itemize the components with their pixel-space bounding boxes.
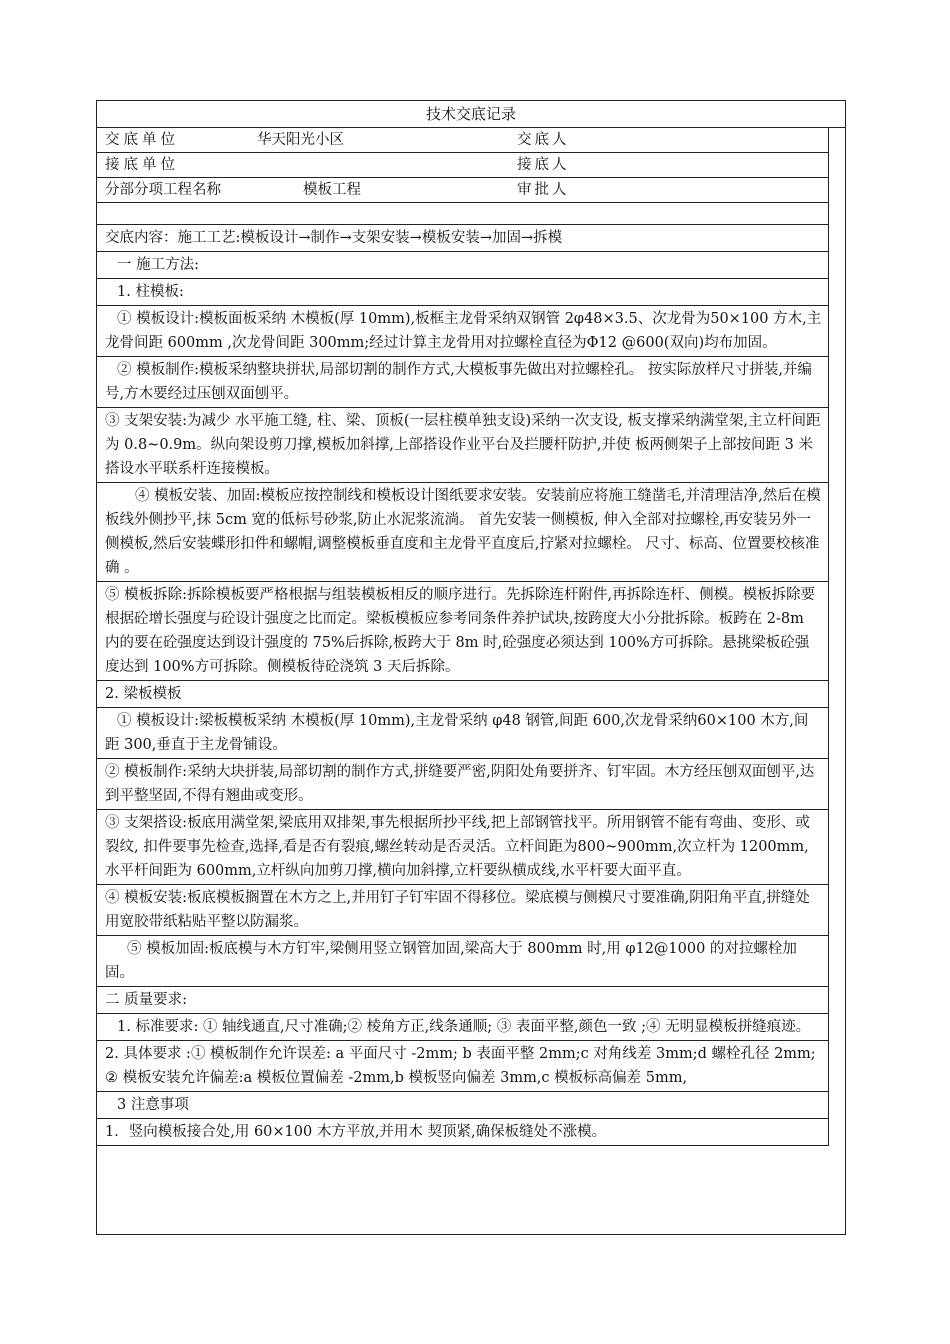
receiver-label: 接底单位 — [105, 157, 179, 173]
beam-fabrication: ② 模板制作:采纳大块拼装,局部切割的制作方式,拼缝要严密,阴阳处角要拼齐、钉牢固。木方经压刨双面刨平,达到平整坚固,不得有翘曲或变形。 — [97, 759, 828, 810]
quality-standard: 1. 标准要求: ① 轴线通直,尺寸准确;② 棱角方正,线条通顺; ③ 表面平整,颜色一致 ;④ 无明显模板拼缝痕迹。 — [97, 1014, 828, 1041]
section-quality-requirements: 二 质量要求: — [97, 987, 828, 1014]
column-installation-reinforcement: ④ 模板安装、加固:模板应按控制线和模板设计图纸要求安装。安装前应将施工缝凿毛,并清理洁净,然后在模板线外侧抄平,抹 5cm 宽的低标号砂浆,防止水泥浆流淌。 首先安装一侧模板, 伸入全部对拉螺栓,再安装另外一侧模板,然后安装蝶形扣件和螺帽,调整模板垂直度和主龙骨平直度后,拧紧对拉螺栓。 尺寸、标高、位置要校核准确 。 — [97, 483, 828, 582]
project-label: 分部分项工程名称 — [105, 182, 221, 198]
column-design: ① 模板设计:模板面板采纳 木模板(厚 10mm),板框主龙骨采纳双钢管 2φ48×3.5、次龙骨为50×100 方木,主龙骨间距 600mm ,次龙骨间距 300mm;经过计算主龙骨用对拉螺栓直径为Φ12 @600(双向)均布加固。 — [97, 306, 828, 357]
note-item-1: 1．竖向模板接合处,用 60×100 木方平放,并用木 契顶紧,确保板缝处不涨模。 — [97, 1119, 828, 1146]
document-title: 技术交底记录 — [97, 101, 845, 128]
beam-support-erection: ③ 支架搭设:板底用满堂架,梁底用双排架,事先根据所抄平线,把上部钢管找平。所用钢管不能有弯曲、变形、或裂纹, 扣件要事先检查,选择,看是否有裂痕,螺丝转动是否灵活。立杆间距为800~900mm,次立杆为 1200mm,水平杆间距为 600mm,立杆纵向加剪刀撑,横向加斜撑,立杆要纵横成线,水平杆要大面平直。 — [97, 810, 828, 885]
record-table — [97, 128, 829, 1146]
section-construction-method: 一 施工方法: — [97, 252, 828, 279]
technical-briefing-record — [96, 100, 846, 1235]
beam-design: ① 模板设计:梁板模板采纳 木模板(厚 10mm),主龙骨采纳 φ48 钢管,间距 600,次龙骨采纳60×100 木方,间距 300,垂直于主龙骨铺设。 — [97, 708, 828, 759]
content-intro: 交底内容：施工工艺:模板设计→制作→支架安装→模板安装→加固→拆模 — [97, 225, 828, 252]
unit-value: 华天阳光小区 — [257, 132, 344, 148]
subsection-column-formwork: 1. 柱模板: — [97, 279, 828, 306]
subsection-beam-slab-formwork: 2. 梁板模板 — [97, 681, 828, 708]
empty-row — [97, 203, 828, 225]
approver-label: 审批人 — [517, 182, 570, 198]
receiver-person-label: 接底人 — [517, 157, 570, 173]
beam-reinforcement: ⑤ 模板加固:板底模与木方钉牢,梁侧用竖立钢管加固,梁高大于 800mm 时,用 φ12@1000 的对拉螺栓加固。 — [97, 936, 828, 987]
info-row-project — [97, 178, 828, 203]
column-support-installation: ③ 支架安装:为减少 水平施工缝, 柱、梁、顶板(一层柱模单独支设)采纳一次支设, 板支撑采纳满堂架,主立杆间距为 0.8~0.9m。纵向架设剪刀撑,模板加斜撑,上部搭设作业平台及拦腰杆防护,并使 板两侧架子上部按间距 3 米搭设水平联系杆连接模板。 — [97, 408, 828, 483]
column-removal: ⑤ 模板拆除:拆除模板要严格根据与组装模板相反的顺序进行。先拆除连杆附件,再拆除连杆、侧模。模板拆除要根据砼增长强度与砼设计强度之比而定。梁板模板应参考同条件养护试块,按跨度大小分批拆除。板跨在 2-8m 内的要在砼强度达到设计强度的 75%后拆除,板跨大于 8m 时,砼强度必须达到 100%方可拆除。悬挑梁板砼强度达到 100%方可拆除。侧模板待砼浇筑 3 天后拆除。 — [97, 582, 828, 681]
info-row-receiver — [97, 153, 828, 178]
column-fabrication: ② 模板制作:模板采纳整块拼状,局部切割的制作方式,大模板事先做出对拉螺栓孔。 按实际放样尺寸拼装,并编号,方木要经过压刨双面刨平。 — [97, 357, 828, 408]
info-row-unit — [97, 128, 828, 153]
project-value: 模板工程 — [303, 182, 361, 198]
section-notes: 3 注意事项 — [97, 1092, 828, 1119]
quality-specific: 2. 具体要求 :① 模板制作允许误差: a 平面尺寸 -2mm; b 表面平整 2mm;c 对角线差 3mm;d 螺栓孔径 2mm; ② 模板安装允许偏差:a 模板位置偏差 -2mm,b 模板竖向偏差 3mm,c 模板标高偏差 5mm, — [97, 1041, 828, 1092]
beam-installation: ④ 模板安装:板底模板搁置在木方之上,并用钉子钉牢固不得移位。梁底模与侧模尺寸要准确,阴阳角平直,拼缝处用宽胶带纸粘贴平整以防漏浆。 — [97, 885, 828, 936]
person-label: 交底人 — [517, 132, 570, 148]
unit-label: 交底单位 — [105, 132, 179, 148]
